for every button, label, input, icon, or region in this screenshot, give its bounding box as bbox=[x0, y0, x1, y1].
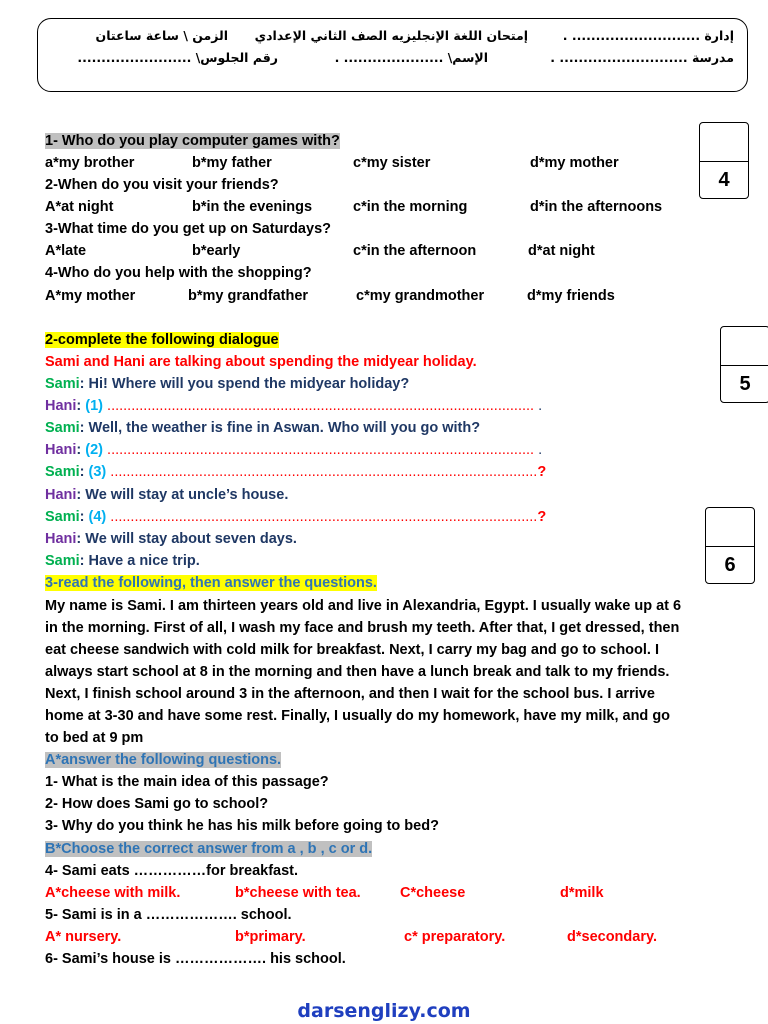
q1-item2-opt-d: d*in the afternoons bbox=[530, 199, 663, 215]
q1-item1-opt-b: b*my father bbox=[192, 155, 272, 171]
q1-item3-opt-c: c*in the afternoon bbox=[353, 243, 477, 259]
exam-title: إمتحان اللغة الإنجليزيه الصف الثاني الإعدادي bbox=[254, 28, 528, 43]
q1-item2-opt-b: b*in the evenings bbox=[192, 199, 313, 215]
dialogue-line-5: Sami: (3) ..........................................................................................................? bbox=[45, 464, 547, 480]
part-a-q1: 1- What is the main idea of this passage? bbox=[45, 774, 329, 790]
dialogue-line-8: Hani: We will stay about seven days. bbox=[45, 531, 297, 547]
dialogue-line-6: Hani: We will stay at uncle’s house. bbox=[45, 487, 289, 503]
q1-item2-question: 2-When do you visit your friends? bbox=[45, 177, 279, 193]
q1-item3-opt-d: d*at night bbox=[528, 243, 595, 259]
part-b-q5-opt-b: b*primary. bbox=[235, 929, 306, 945]
score-q1: 4 bbox=[718, 169, 730, 191]
q2-title: 2-complete the following dialogue bbox=[45, 332, 279, 348]
q1-item4-opt-d: d*my friends bbox=[527, 288, 615, 304]
admin-field: إدارة ........................... . bbox=[562, 28, 734, 43]
part-a-title: A*answer the following questions. bbox=[45, 752, 282, 768]
part-a-q2: 2- How does Sami go to school? bbox=[45, 796, 269, 812]
dialogue-line-3: Sami: Well, the weather is fine in Aswan. Who will you go with? bbox=[45, 420, 481, 436]
dialogue-line-9: Sami: Have a nice trip. bbox=[45, 553, 200, 569]
part-b-q4-opt-a: A*cheese with milk. bbox=[45, 885, 181, 901]
passage-line-4: always start school at 8 in the morning and then have a lunch break and talk to my friends. bbox=[45, 664, 670, 680]
footer-website: darsenglizy.com bbox=[297, 1000, 471, 1022]
q1-item1-opt-d: d*my mother bbox=[530, 155, 619, 171]
score-box-q1 bbox=[699, 122, 749, 199]
part-b-q6: 6- Sami’s house is ………………. his school. bbox=[45, 951, 346, 967]
score-q3: 6 bbox=[724, 554, 736, 576]
seat-field: رقم الجلوس\ ........................ bbox=[77, 50, 278, 65]
part-b-q5-opt-d: d*secondary. bbox=[567, 929, 657, 945]
q1-item4-opt-c: c*my grandmother bbox=[356, 288, 485, 304]
part-b-q4-opt-c: C*cheese bbox=[400, 885, 466, 901]
q1-item4-question: 4-Who do you help with the shopping? bbox=[45, 265, 312, 281]
q1-item3-opt-b: b*early bbox=[192, 243, 241, 259]
dialogue-line-1: Sami: Hi! Where will you spend the midyear holiday? bbox=[45, 376, 410, 392]
score-q2: 5 bbox=[739, 373, 751, 395]
q1-item4-opt-b: b*my grandfather bbox=[188, 288, 309, 304]
passage-line-6: home at 3-30 and have some rest. Finally, I usually do my homework, have my milk, and go bbox=[45, 708, 671, 724]
passage-line-3: eat cheese sandwich with cold milk for breakfast. Next, I carry my bag and go to school. I bbox=[45, 642, 660, 658]
time-label: الزمن \ ساعة ساعتان bbox=[95, 28, 228, 43]
score-box-q2 bbox=[720, 326, 768, 403]
q1-item1-opt-a: a*my brother bbox=[45, 155, 135, 171]
part-b-q5-opt-a: A* nursery. bbox=[45, 929, 122, 945]
q1-item4-opt-a: A*my mother bbox=[45, 288, 136, 304]
part-a-q3: 3- Why do you think he has his milk before going to bed? bbox=[45, 818, 439, 834]
q1-item3-question: 3-What time do you get up on Saturdays? bbox=[45, 221, 331, 237]
q1-item2-opt-a: A*at night bbox=[45, 199, 114, 215]
q3-title: 3-read the following, then answer the questions. bbox=[45, 575, 377, 591]
part-b-q4: 4- Sami eats ……………for breakfast. bbox=[45, 863, 299, 879]
passage-line-1: My name is Sami. I am thirteen years old and live in Alexandria, Egypt. I usually wake up at 6 bbox=[45, 598, 682, 614]
q2-intro: Sami and Hani are talking about spending the midyear holiday. bbox=[45, 354, 477, 370]
passage-line-5: Next, I finish school around 3 in the afternoon, and then I wait for the school bus. I arrive bbox=[45, 686, 655, 702]
passage-line-2: in the morning. First of all, I wash my face and brush my teeth. After that, I get dressed, then bbox=[45, 620, 680, 636]
q1-item2-opt-c: c*in the morning bbox=[353, 199, 468, 215]
part-b-q5: 5- Sami is in a ………………. school. bbox=[45, 907, 292, 923]
school-field: مدرسة ........................... . bbox=[550, 50, 734, 65]
dialogue-line-2: Hani: (1) .......................................................................................................... . bbox=[45, 398, 543, 414]
name-field: الإسم\ ..................... . bbox=[334, 50, 488, 65]
q1-item1-opt-c: c*my sister bbox=[353, 155, 431, 171]
score-box-q3 bbox=[705, 507, 755, 584]
part-b-q4-opt-d: d*milk bbox=[560, 885, 604, 901]
dialogue-line-4: Hani: (2) .......................................................................................................... . bbox=[45, 442, 543, 458]
q1-item1-question: 1- Who do you play computer games with? bbox=[45, 133, 340, 149]
dialogue-line-7: Sami: (4) ..........................................................................................................? bbox=[45, 509, 547, 525]
passage-line-7: to bed at 9 pm bbox=[45, 730, 144, 746]
part-b-title: B*Choose the correct answer from a , b , c or d. bbox=[45, 841, 373, 857]
part-b-q4-opt-b: b*cheese with tea. bbox=[235, 885, 361, 901]
q1-item3-opt-a: A*late bbox=[45, 243, 87, 259]
part-b-q5-opt-c: c* preparatory. bbox=[404, 929, 506, 945]
